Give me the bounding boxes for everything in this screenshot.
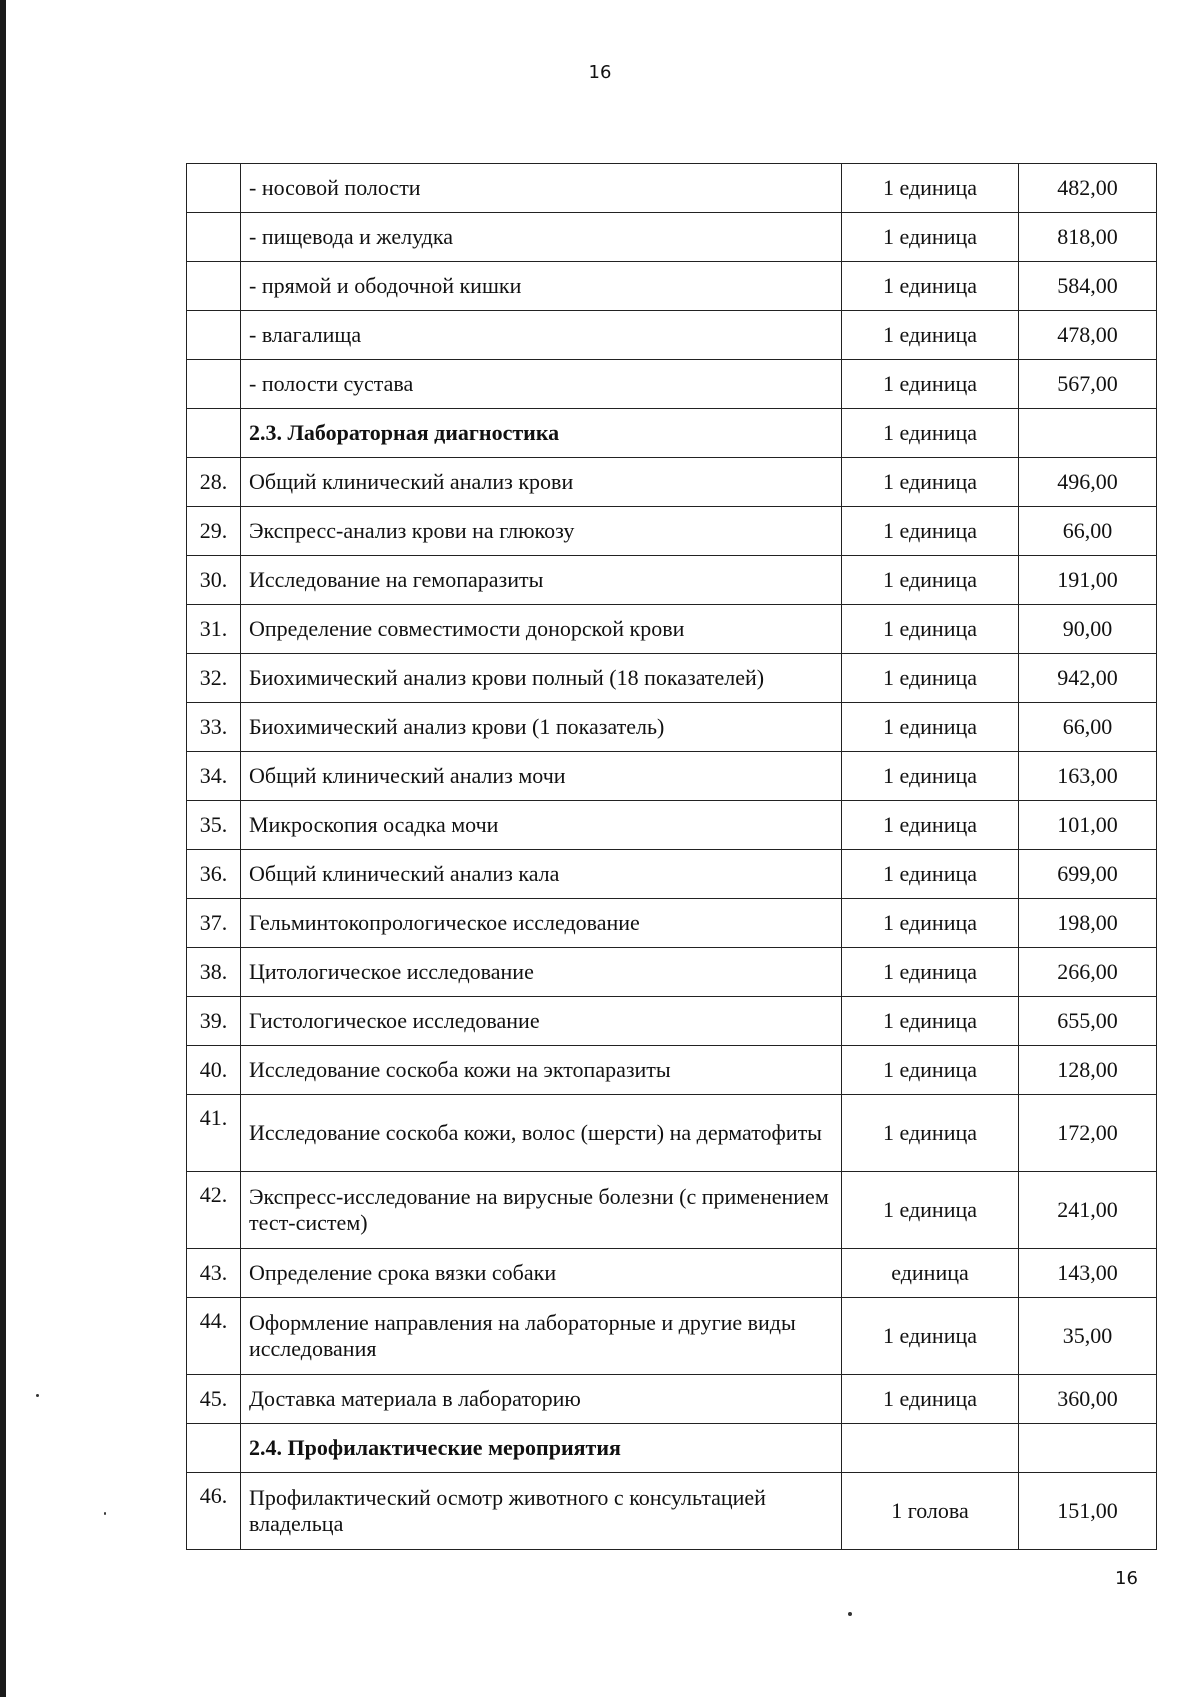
unit-cell: 1 единица [842, 1046, 1019, 1095]
unit-cell: 1 единица [842, 899, 1019, 948]
table-row [187, 262, 1157, 311]
row-number-cell: 43. [187, 1249, 241, 1298]
table-row [187, 654, 1157, 703]
row-number-cell: 29. [187, 507, 241, 556]
price-table-body [187, 164, 1157, 1550]
row-number-cell: 37. [187, 899, 241, 948]
service-name-cell: - носовой полости [241, 164, 842, 213]
price-cell: 66,00 [1019, 507, 1157, 556]
service-name-cell: Гистологическое исследование [241, 997, 842, 1046]
price-cell: 567,00 [1019, 360, 1157, 409]
unit-cell: 1 единица [842, 703, 1019, 752]
row-number-cell: 31. [187, 605, 241, 654]
price-cell: 241,00 [1019, 1172, 1157, 1249]
service-name-cell: Определение совместимости донорской крови [241, 605, 842, 654]
table-row [187, 556, 1157, 605]
row-number-cell: 32. [187, 654, 241, 703]
row-number-cell: 39. [187, 997, 241, 1046]
scan-speck [848, 1612, 852, 1616]
row-number-cell: 33. [187, 703, 241, 752]
unit-cell: 1 единица [842, 752, 1019, 801]
table-row [187, 1473, 1157, 1550]
price-cell: 151,00 [1019, 1473, 1157, 1550]
price-cell: 482,00 [1019, 164, 1157, 213]
scan-speck [36, 1394, 39, 1397]
unit-cell: 1 единица [842, 654, 1019, 703]
price-cell: 163,00 [1019, 752, 1157, 801]
price-cell [1019, 409, 1157, 458]
row-number-cell: 34. [187, 752, 241, 801]
price-table [186, 163, 1157, 1550]
price-cell: 584,00 [1019, 262, 1157, 311]
service-name-cell: - полости сустава [241, 360, 842, 409]
row-number-cell: 41. [187, 1095, 241, 1172]
table-row [187, 899, 1157, 948]
scan-speck [104, 1512, 106, 1515]
unit-cell: 1 единица [842, 409, 1019, 458]
table-row [187, 311, 1157, 360]
price-cell: 478,00 [1019, 311, 1157, 360]
table-row [187, 1249, 1157, 1298]
price-cell: 699,00 [1019, 850, 1157, 899]
table-row [187, 703, 1157, 752]
table-row [187, 752, 1157, 801]
row-number-cell [187, 360, 241, 409]
unit-cell: 1 единица [842, 213, 1019, 262]
price-cell: 172,00 [1019, 1095, 1157, 1172]
price-cell: 942,00 [1019, 654, 1157, 703]
table-row [187, 605, 1157, 654]
table-row [187, 213, 1157, 262]
service-name-cell: - влагалища [241, 311, 842, 360]
service-name-cell: Микроскопия осадка мочи [241, 801, 842, 850]
price-cell: 360,00 [1019, 1375, 1157, 1424]
service-name-cell: Оформление направления на лабораторные и другие виды исследования [241, 1298, 842, 1375]
row-number-cell: 30. [187, 556, 241, 605]
service-name-cell: 2.4. Профилактические мероприятия [241, 1424, 842, 1473]
table-row [187, 1172, 1157, 1249]
service-name-cell: Экспресс-анализ крови на глюкозу [241, 507, 842, 556]
service-name-cell: Исследование соскоба кожи на эктопаразиты [241, 1046, 842, 1095]
service-name-cell: Биохимический анализ крови (1 показатель) [241, 703, 842, 752]
row-number-cell: 42. [187, 1172, 241, 1249]
service-name-cell: 2.3. Лабораторная диагностика [241, 409, 842, 458]
service-name-cell: - прямой и ободочной кишки [241, 262, 842, 311]
row-number-cell: 44. [187, 1298, 241, 1375]
unit-cell [842, 1424, 1019, 1473]
price-cell: 818,00 [1019, 213, 1157, 262]
price-cell: 496,00 [1019, 458, 1157, 507]
unit-cell: 1 единица [842, 164, 1019, 213]
service-name-cell: - пищевода и желудка [241, 213, 842, 262]
table-row [187, 1298, 1157, 1375]
unit-cell: 1 единица [842, 1375, 1019, 1424]
table-row [187, 360, 1157, 409]
unit-cell: 1 единица [842, 1298, 1019, 1375]
price-cell: 66,00 [1019, 703, 1157, 752]
unit-cell: 1 голова [842, 1473, 1019, 1550]
table-row [187, 850, 1157, 899]
service-name-cell: Общий клинический анализ крови [241, 458, 842, 507]
price-cell: 35,00 [1019, 1298, 1157, 1375]
table-row [187, 1375, 1157, 1424]
unit-cell: 1 единица [842, 311, 1019, 360]
row-number-cell: 40. [187, 1046, 241, 1095]
page-number-bottom: 16 [1115, 1568, 1138, 1589]
table-row [187, 1046, 1157, 1095]
unit-cell: 1 единица [842, 850, 1019, 899]
unit-cell: единица [842, 1249, 1019, 1298]
unit-cell: 1 единица [842, 997, 1019, 1046]
service-name-cell: Общий клинический анализ кала [241, 850, 842, 899]
unit-cell: 1 единица [842, 1095, 1019, 1172]
service-name-cell: Доставка материала в лабораторию [241, 1375, 842, 1424]
price-cell: 143,00 [1019, 1249, 1157, 1298]
price-cell: 101,00 [1019, 801, 1157, 850]
unit-cell: 1 единица [842, 556, 1019, 605]
service-name-cell: Исследование на гемопаразиты [241, 556, 842, 605]
service-name-cell: Общий клинический анализ мочи [241, 752, 842, 801]
service-name-cell: Профилактический осмотр животного с консультацией владельца [241, 1473, 842, 1550]
service-name-cell: Экспресс-исследование на вирусные болезни (с применением тест-систем) [241, 1172, 842, 1249]
unit-cell: 1 единица [842, 507, 1019, 556]
row-number-cell [187, 1424, 241, 1473]
table-row [187, 458, 1157, 507]
price-cell: 198,00 [1019, 899, 1157, 948]
row-number-cell: 46. [187, 1473, 241, 1550]
table-row [187, 164, 1157, 213]
service-name-cell: Гельминтокопрологическое исследование [241, 899, 842, 948]
unit-cell: 1 единица [842, 262, 1019, 311]
row-number-cell: 36. [187, 850, 241, 899]
service-name-cell: Цитологическое исследование [241, 948, 842, 997]
price-cell [1019, 1424, 1157, 1473]
table-row [187, 997, 1157, 1046]
price-cell: 128,00 [1019, 1046, 1157, 1095]
table-section-row [187, 409, 1157, 458]
row-number-cell [187, 164, 241, 213]
row-number-cell [187, 213, 241, 262]
unit-cell: 1 единица [842, 605, 1019, 654]
row-number-cell: 28. [187, 458, 241, 507]
row-number-cell: 35. [187, 801, 241, 850]
unit-cell: 1 единица [842, 1172, 1019, 1249]
price-cell: 90,00 [1019, 605, 1157, 654]
price-cell: 655,00 [1019, 997, 1157, 1046]
table-row [187, 948, 1157, 997]
row-number-cell [187, 409, 241, 458]
table-section-row [187, 1424, 1157, 1473]
unit-cell: 1 единица [842, 458, 1019, 507]
unit-cell: 1 единица [842, 801, 1019, 850]
unit-cell: 1 единица [842, 360, 1019, 409]
table-row [187, 507, 1157, 556]
row-number-cell [187, 262, 241, 311]
service-name-cell: Биохимический анализ крови полный (18 показателей) [241, 654, 842, 703]
service-name-cell: Исследование соскоба кожи, волос (шерсти) на дерматофиты [241, 1095, 842, 1172]
page-number-top: 16 [588, 62, 612, 83]
row-number-cell [187, 311, 241, 360]
scan-left-edge [0, 0, 6, 1697]
table-row [187, 1095, 1157, 1172]
price-cell: 266,00 [1019, 948, 1157, 997]
price-cell: 191,00 [1019, 556, 1157, 605]
row-number-cell: 38. [187, 948, 241, 997]
table-row [187, 801, 1157, 850]
row-number-cell: 45. [187, 1375, 241, 1424]
unit-cell: 1 единица [842, 948, 1019, 997]
service-name-cell: Определение срока вязки собаки [241, 1249, 842, 1298]
